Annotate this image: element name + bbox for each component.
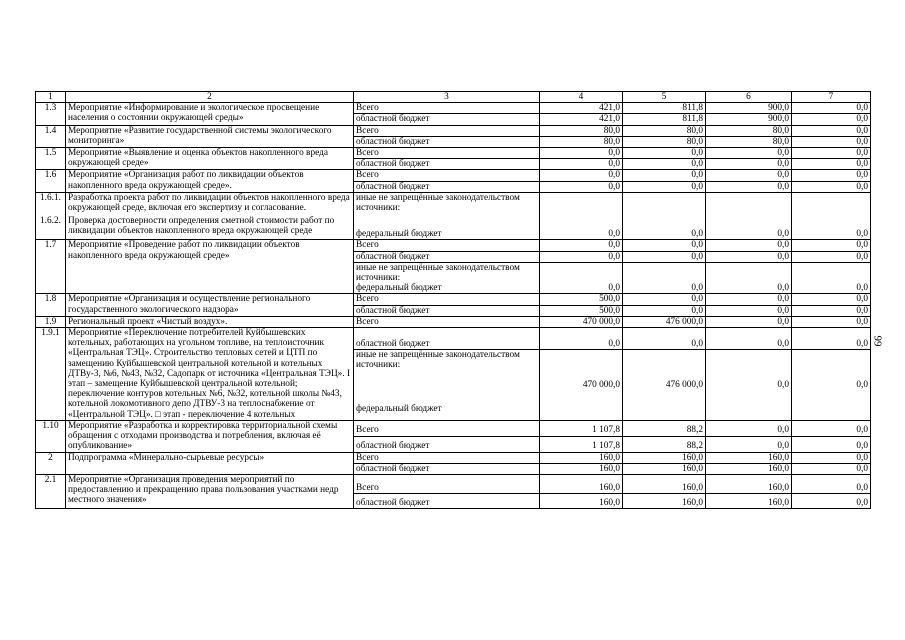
value-cell: 1 107,8 [540,420,623,436]
page-number: 99 [871,335,884,347]
value-cell: 88,2 [623,436,706,452]
value-cell: 0,0 [706,328,792,350]
funding-source: Всего [354,170,540,181]
row-title: Региональный проект «Чистый воздух». [66,316,354,327]
value-cell: 160,0 [623,452,706,463]
header-row [36,92,871,103]
funding-source-other: иные не запрещённые законодательством источники: [356,192,520,214]
value-cell: 80,0 [706,125,792,136]
value-cell: 0,0 [792,251,871,262]
value-cell: 0,0 [623,170,706,181]
value-cell: 0,0 [792,474,871,493]
value-cell: 0,0 [792,294,871,305]
funding-source-federal: федеральный бюджет [356,404,442,415]
value-cell: 0,0 [623,251,706,262]
value-cell: 160,0 [540,493,623,508]
value-cell: 160,0 [623,474,706,493]
value-cell: 0,0 [623,240,706,251]
row-title: Мероприятие «Организация работ по ликвидации объектов накопленного вреда окружающей среде». [66,170,354,192]
value-cell: 0,0 [706,305,792,316]
value-cell: 0,0 [623,262,706,294]
value-cell: 0,0 [792,136,871,147]
row-number: 1.3 [36,103,66,125]
funding-source: областной бюджет [354,436,540,452]
value-cell: 160,0 [540,463,623,474]
value-cell: 0,0 [540,148,623,159]
value-cell: 160,0 [623,463,706,474]
value-cell: 1 107,8 [540,436,623,452]
value-cell: 0,0 [706,316,792,327]
row-number: 1.8 [36,294,66,316]
value-cell: 0,0 [792,463,871,474]
row-number: 1.6.2. [36,216,66,240]
funding-source-federal: федеральный бюджет [356,229,442,240]
value-cell: 80,0 [540,136,623,147]
value-cell: 80,0 [623,136,706,147]
row-number: 1.6.1. [36,192,66,216]
row-number: 1.9 [36,316,66,327]
value-cell: 0,0 [792,305,871,316]
funding-source-other: иные не запрещённые законодательством источники: [356,350,520,371]
value-cell: 0,0 [540,328,623,350]
table-row [36,294,871,305]
funding-source: Всего [354,103,540,114]
value-cell: 0,0 [792,436,871,452]
value-cell: 0,0 [792,350,871,421]
table-row [36,192,871,216]
row-title: Мероприятие «Разработка и корректировка территориальной схемы обращения с отходами производства и потребления, включая её опубликование» [66,420,354,452]
funding-source: областной бюджет [354,251,540,262]
value-cell: 0,0 [540,159,623,170]
value-cell: 0,0 [623,305,706,316]
value-cell: 160,0 [706,463,792,474]
value-cell: 160,0 [706,474,792,493]
value-cell: 0,0 [623,148,706,159]
funding-source: Всего [354,294,540,305]
row-title: Мероприятие «Развитие государственной системы экологического мониторинга» [66,125,354,147]
value-cell: 0,0 [792,452,871,463]
row-title: Разработка проекта работ по ликвидации объектов накопленного вреда окружающей среде, включая его экспертизу и согласование. [66,192,354,216]
value-cell: 0,0 [792,192,871,240]
value-cell: 0,0 [540,170,623,181]
value-cell: 0,0 [792,240,871,251]
value-cell: 0,0 [540,240,623,251]
value-cell: 421,0 [540,114,623,125]
value-cell: 0,0 [623,159,706,170]
value-cell: 0,0 [706,350,792,421]
value-cell: 0,0 [706,181,792,192]
header-cell: 4 [540,92,623,103]
value-cell: 0,0 [706,420,792,436]
value-cell: 160,0 [623,493,706,508]
funding-source: иные не запрещённые законодательством источники: [354,262,540,283]
row-title: Мероприятие «Переключение потребителей Куйбышевских котельных, работающих на угольном топливе, на теплоисточник «Центральная ТЭЦ». Строительство тепловых сетей и ЦТП по замещению Куйбышевской центральной котельной и котельных ДТВу-3, №6, №43, №32, Садопарк от источника «Центральная ТЭЦ». I этап – замещение Куйбышевской центральной котельной; переключение контуров котельных №6, №32, котельной школы №43, котельной локомотивного депо ДТВУ-3 на теплоснабжение от «Центральной ТЭЦ». □ этап - переключение 4 котельных [66,328,354,421]
row-title: Мероприятие «Выявление и оценка объектов накопленного вреда окружающей среде» [66,148,354,170]
table-row [36,452,871,463]
row-number: 1.6 [36,170,66,192]
value-cell: 160,0 [706,452,792,463]
value-cell: 0,0 [540,192,623,240]
value-cell: 900,0 [706,114,792,125]
row-number: 1.10 [36,420,66,452]
value-cell: 160,0 [540,474,623,493]
value-cell: 470 000,0 [540,316,623,327]
funding-source: Всего [354,420,540,436]
funding-source: областной бюджет [354,493,540,508]
table-row [36,474,871,493]
funding-source: Всего [354,452,540,463]
row-number: 2 [36,452,66,474]
value-cell: 500,0 [540,305,623,316]
table-row [36,316,871,327]
funding-source: федеральный бюджет [354,283,540,294]
header-cell: 3 [354,92,540,103]
value-cell: 0,0 [792,125,871,136]
value-cell: 0,0 [792,159,871,170]
value-cell: 0,0 [623,328,706,350]
value-cell: 476 000,0 [623,350,706,421]
value-cell: 0,0 [706,240,792,251]
value-cell: 80,0 [706,136,792,147]
row-number: 1.5 [36,148,66,170]
table-row [36,125,871,136]
value-cell: 421,0 [540,103,623,114]
value-cell: 0,0 [706,159,792,170]
row-title: Мероприятие «Организация проведения мероприятий по предоставлению и прекращению права пользования участками недр местного значения» [66,474,354,508]
value-cell: 0,0 [706,436,792,452]
value-cell: 80,0 [623,125,706,136]
header-cell: 6 [706,92,792,103]
table-row [36,148,871,159]
funding-source: областной бюджет [354,181,540,192]
funding-source: Всего [354,316,540,327]
funding-source [354,192,540,240]
row-number: 1.9.1 [36,328,66,421]
value-cell: 0,0 [540,181,623,192]
value-cell: 0,0 [792,181,871,192]
value-cell: 0,0 [623,181,706,192]
value-cell: 0,0 [792,328,871,350]
value-cell: 0,0 [623,192,706,240]
funding-source [354,350,540,421]
funding-source: областной бюджет [354,328,540,350]
value-cell: 0,0 [792,262,871,294]
table-row [36,328,871,350]
value-cell: 0,0 [792,493,871,508]
value-cell: 0,0 [540,251,623,262]
table-row [36,103,871,114]
row-number: 2.1 [36,474,66,508]
value-cell: 0,0 [540,262,623,294]
value-cell: 0,0 [706,148,792,159]
value-cell: 88,2 [623,420,706,436]
value-cell: 811,8 [623,103,706,114]
header-cell: 7 [792,92,871,103]
funding-source: Всего [354,125,540,136]
funding-source: областной бюджет [354,114,540,125]
value-cell: 0,0 [792,148,871,159]
value-cell: 900,0 [706,103,792,114]
value-cell: 0,0 [792,420,871,436]
value-cell: 470 000,0 [540,350,623,421]
table-row [36,170,871,181]
value-cell: 0,0 [792,114,871,125]
row-title: Мероприятие «Проведение работ по ликвидации объектов накопленного вреда окружающей среде» [66,240,354,294]
value-cell: 0,0 [623,294,706,305]
value-cell: 160,0 [706,493,792,508]
header-cell: 1 [36,92,66,103]
value-cell: 160,0 [540,452,623,463]
funding-source: областной бюджет [354,305,540,316]
row-title: Проверка достоверности определения сметной стоимости работ по ликвидации объектов накопленного вреда окружающей среде [66,216,354,240]
funding-source: Всего [354,148,540,159]
value-cell: 80,0 [540,125,623,136]
value-cell: 0,0 [792,170,871,181]
value-cell: 476 000,0 [623,316,706,327]
row-title: Мероприятие «Организация и осуществление регионального государственного экологического надзора» [66,294,354,316]
header-cell: 2 [66,92,354,103]
value-cell: 0,0 [706,170,792,181]
value-cell: 0,0 [792,103,871,114]
funding-source: областной бюджет [354,159,540,170]
funding-source: Всего [354,240,540,251]
value-cell: 500,0 [540,294,623,305]
value-cell: 0,0 [706,294,792,305]
funding-source: Всего [354,474,540,493]
budget-table [35,91,871,509]
value-cell: 0,0 [792,316,871,327]
row-number: 1.7 [36,240,66,294]
value-cell: 0,0 [706,251,792,262]
value-cell: 0,0 [706,262,792,294]
table-row [36,240,871,251]
funding-source: областной бюджет [354,136,540,147]
value-cell: 811,8 [623,114,706,125]
table-row [36,420,871,436]
row-title: Подпрограмма «Минерально-сырьевые ресурсы» [66,452,354,474]
row-number: 1.4 [36,125,66,147]
row-title: Мероприятие «Информирование и экологическое просвещение населения о состоянии окружающей среды» [66,103,354,125]
value-cell: 0,0 [706,192,792,240]
header-cell: 5 [623,92,706,103]
funding-source: областной бюджет [354,463,540,474]
